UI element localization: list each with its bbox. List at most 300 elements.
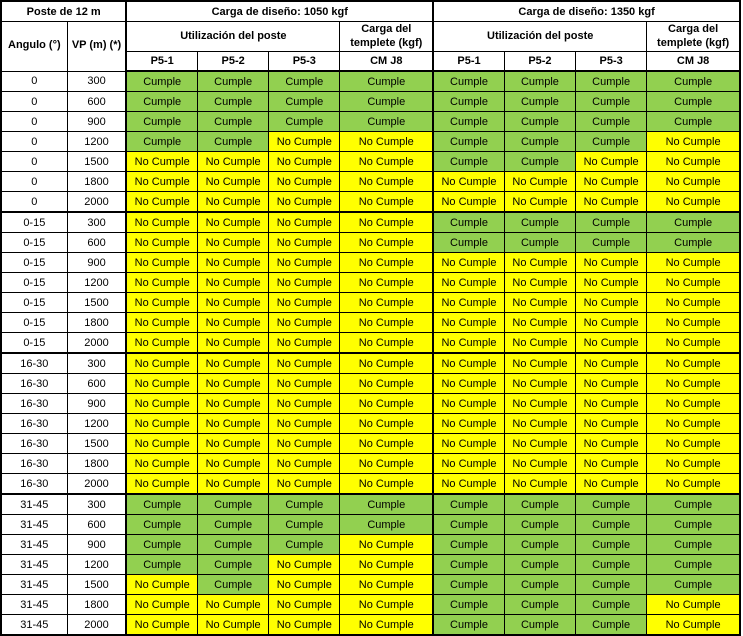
angle-cell: 16-30 bbox=[1, 434, 67, 454]
angle-cell: 31-45 bbox=[1, 494, 67, 515]
table-row bbox=[1, 414, 740, 434]
result-cell: Cumple bbox=[504, 615, 575, 636]
result-cell: No Cumple bbox=[433, 293, 504, 313]
result-cell: Cumple bbox=[576, 555, 647, 575]
angle-cell: 16-30 bbox=[1, 454, 67, 474]
vp-cell: 1800 bbox=[67, 172, 126, 192]
result-cell: Cumple bbox=[647, 535, 740, 555]
result-cell: Cumple bbox=[433, 132, 504, 152]
result-cell: No Cumple bbox=[198, 293, 269, 313]
result-cell: No Cumple bbox=[198, 333, 269, 354]
vp-cell: 900 bbox=[67, 535, 126, 555]
result-cell: No Cumple bbox=[504, 474, 575, 495]
angle-cell: 16-30 bbox=[1, 394, 67, 414]
table-row bbox=[1, 595, 740, 615]
header-p5-2-1050: P5-2 bbox=[198, 52, 269, 72]
result-cell: Cumple bbox=[504, 535, 575, 555]
result-cell: Cumple bbox=[647, 233, 740, 253]
result-cell: No Cumple bbox=[126, 474, 197, 495]
result-cell: No Cumple bbox=[647, 293, 740, 313]
result-cell: No Cumple bbox=[647, 172, 740, 192]
result-cell: Cumple bbox=[647, 71, 740, 92]
result-cell: Cumple bbox=[340, 92, 433, 112]
table-row bbox=[1, 434, 740, 454]
result-cell: No Cumple bbox=[504, 253, 575, 273]
result-cell: Cumple bbox=[433, 575, 504, 595]
result-cell: No Cumple bbox=[340, 555, 433, 575]
result-cell: No Cumple bbox=[340, 535, 433, 555]
result-cell: No Cumple bbox=[433, 454, 504, 474]
result-cell: No Cumple bbox=[504, 394, 575, 414]
result-cell: No Cumple bbox=[340, 293, 433, 313]
result-cell: Cumple bbox=[269, 494, 340, 515]
result-cell: No Cumple bbox=[126, 172, 197, 192]
result-cell: Cumple bbox=[576, 615, 647, 636]
result-cell: No Cumple bbox=[126, 313, 197, 333]
vp-cell: 300 bbox=[67, 71, 126, 92]
result-cell: Cumple bbox=[576, 71, 647, 92]
result-cell: Cumple bbox=[198, 494, 269, 515]
result-cell: No Cumple bbox=[198, 313, 269, 333]
result-cell: No Cumple bbox=[340, 353, 433, 374]
angle-cell: 0-15 bbox=[1, 233, 67, 253]
table-row bbox=[1, 233, 740, 253]
result-cell: No Cumple bbox=[576, 394, 647, 414]
result-cell: No Cumple bbox=[647, 414, 740, 434]
result-cell: Cumple bbox=[576, 212, 647, 233]
table-row bbox=[1, 71, 740, 92]
result-cell: Cumple bbox=[576, 112, 647, 132]
result-cell: Cumple bbox=[433, 112, 504, 132]
result-cell: No Cumple bbox=[340, 273, 433, 293]
result-cell: No Cumple bbox=[576, 273, 647, 293]
angle-cell: 31-45 bbox=[1, 595, 67, 615]
result-cell: Cumple bbox=[433, 71, 504, 92]
angle-cell: 0-15 bbox=[1, 253, 67, 273]
result-cell: No Cumple bbox=[269, 192, 340, 213]
angle-cell: 0-15 bbox=[1, 293, 67, 313]
result-cell: No Cumple bbox=[433, 253, 504, 273]
result-cell: No Cumple bbox=[433, 172, 504, 192]
result-cell: No Cumple bbox=[198, 233, 269, 253]
result-cell: No Cumple bbox=[269, 394, 340, 414]
header-p5-1-1050: P5-1 bbox=[126, 52, 197, 72]
result-cell: No Cumple bbox=[269, 374, 340, 394]
result-cell: Cumple bbox=[576, 233, 647, 253]
result-cell: No Cumple bbox=[269, 615, 340, 636]
result-cell: No Cumple bbox=[198, 212, 269, 233]
result-cell: No Cumple bbox=[126, 615, 197, 636]
result-cell: No Cumple bbox=[198, 273, 269, 293]
vp-cell: 1800 bbox=[67, 595, 126, 615]
vp-cell: 1200 bbox=[67, 132, 126, 152]
result-cell: Cumple bbox=[576, 535, 647, 555]
result-cell: No Cumple bbox=[433, 333, 504, 354]
result-cell: Cumple bbox=[647, 515, 740, 535]
result-cell: No Cumple bbox=[340, 333, 433, 354]
vp-cell: 900 bbox=[67, 253, 126, 273]
result-cell: No Cumple bbox=[126, 253, 197, 273]
result-cell: No Cumple bbox=[269, 474, 340, 495]
result-cell: No Cumple bbox=[340, 253, 433, 273]
angle-cell: 16-30 bbox=[1, 414, 67, 434]
result-cell: No Cumple bbox=[198, 434, 269, 454]
result-cell: No Cumple bbox=[340, 374, 433, 394]
result-cell: No Cumple bbox=[126, 434, 197, 454]
result-cell: No Cumple bbox=[269, 253, 340, 273]
angle-cell: 31-45 bbox=[1, 515, 67, 535]
vp-cell: 2000 bbox=[67, 615, 126, 636]
table-row bbox=[1, 474, 740, 495]
result-cell: Cumple bbox=[126, 71, 197, 92]
result-cell: Cumple bbox=[126, 535, 197, 555]
result-cell: Cumple bbox=[576, 515, 647, 535]
result-cell: No Cumple bbox=[269, 273, 340, 293]
vp-cell: 600 bbox=[67, 233, 126, 253]
result-cell: No Cumple bbox=[198, 253, 269, 273]
result-cell: No Cumple bbox=[576, 152, 647, 172]
result-cell: Cumple bbox=[433, 92, 504, 112]
result-cell: No Cumple bbox=[269, 293, 340, 313]
result-cell: No Cumple bbox=[126, 575, 197, 595]
result-cell: No Cumple bbox=[504, 353, 575, 374]
result-cell: No Cumple bbox=[269, 353, 340, 374]
result-cell: No Cumple bbox=[340, 132, 433, 152]
result-cell: No Cumple bbox=[647, 374, 740, 394]
result-cell: Cumple bbox=[504, 132, 575, 152]
vp-cell: 1200 bbox=[67, 555, 126, 575]
result-cell: No Cumple bbox=[126, 293, 197, 313]
result-cell: No Cumple bbox=[340, 414, 433, 434]
angle-cell: 16-30 bbox=[1, 353, 67, 374]
result-cell: Cumple bbox=[126, 555, 197, 575]
result-cell: No Cumple bbox=[433, 192, 504, 213]
result-cell: No Cumple bbox=[576, 434, 647, 454]
header-p5-1-1350: P5-1 bbox=[433, 52, 504, 72]
result-cell: No Cumple bbox=[647, 333, 740, 354]
result-cell: No Cumple bbox=[126, 414, 197, 434]
result-cell: No Cumple bbox=[340, 192, 433, 213]
table-row bbox=[1, 454, 740, 474]
result-cell: No Cumple bbox=[126, 353, 197, 374]
result-cell: No Cumple bbox=[647, 454, 740, 474]
result-cell: Cumple bbox=[269, 92, 340, 112]
result-cell: Cumple bbox=[126, 515, 197, 535]
table-row bbox=[1, 92, 740, 112]
vp-cell: 2000 bbox=[67, 474, 126, 495]
result-cell: Cumple bbox=[647, 575, 740, 595]
result-cell: No Cumple bbox=[647, 474, 740, 495]
result-cell: Cumple bbox=[504, 575, 575, 595]
table-row bbox=[1, 333, 740, 354]
result-cell: No Cumple bbox=[647, 253, 740, 273]
result-cell: No Cumple bbox=[504, 172, 575, 192]
result-cell: No Cumple bbox=[340, 313, 433, 333]
result-cell: Cumple bbox=[504, 71, 575, 92]
result-cell: No Cumple bbox=[340, 595, 433, 615]
result-cell: No Cumple bbox=[433, 353, 504, 374]
result-cell: No Cumple bbox=[504, 293, 575, 313]
angle-cell: 0-15 bbox=[1, 212, 67, 233]
result-cell: Cumple bbox=[198, 535, 269, 555]
result-cell: No Cumple bbox=[504, 434, 575, 454]
result-cell: No Cumple bbox=[126, 233, 197, 253]
result-cell: No Cumple bbox=[504, 192, 575, 213]
table-row bbox=[1, 313, 740, 333]
result-cell: Cumple bbox=[576, 575, 647, 595]
vp-cell: 900 bbox=[67, 394, 126, 414]
header-p5-3-1350: P5-3 bbox=[576, 52, 647, 72]
angle-cell: 31-45 bbox=[1, 575, 67, 595]
result-cell: No Cumple bbox=[198, 192, 269, 213]
table-row bbox=[1, 555, 740, 575]
result-cell: Cumple bbox=[269, 515, 340, 535]
result-cell: Cumple bbox=[647, 112, 740, 132]
result-cell: No Cumple bbox=[269, 313, 340, 333]
result-cell: No Cumple bbox=[269, 555, 340, 575]
result-cell: No Cumple bbox=[269, 233, 340, 253]
header-carga-1350: Carga de diseño: 1350 kgf bbox=[433, 1, 740, 22]
result-cell: No Cumple bbox=[340, 394, 433, 414]
result-cell: No Cumple bbox=[198, 474, 269, 495]
result-cell: Cumple bbox=[198, 92, 269, 112]
result-cell: Cumple bbox=[504, 112, 575, 132]
vp-cell: 1200 bbox=[67, 414, 126, 434]
vp-cell: 300 bbox=[67, 212, 126, 233]
angle-cell: 16-30 bbox=[1, 474, 67, 495]
vp-cell: 1500 bbox=[67, 575, 126, 595]
result-cell: No Cumple bbox=[576, 333, 647, 354]
result-cell: Cumple bbox=[433, 515, 504, 535]
table-row bbox=[1, 273, 740, 293]
table-row bbox=[1, 132, 740, 152]
header-vp: VP (m) (*) bbox=[67, 22, 126, 72]
result-cell: Cumple bbox=[576, 595, 647, 615]
result-cell: No Cumple bbox=[340, 615, 433, 636]
result-cell: Cumple bbox=[198, 112, 269, 132]
table-row bbox=[1, 212, 740, 233]
result-cell: No Cumple bbox=[126, 374, 197, 394]
result-cell: No Cumple bbox=[198, 152, 269, 172]
result-cell: No Cumple bbox=[198, 615, 269, 636]
result-cell: No Cumple bbox=[126, 152, 197, 172]
angle-cell: 0-15 bbox=[1, 313, 67, 333]
result-cell: Cumple bbox=[647, 212, 740, 233]
result-cell: No Cumple bbox=[269, 212, 340, 233]
table-row bbox=[1, 494, 740, 515]
angle-cell: 31-45 bbox=[1, 555, 67, 575]
vp-cell: 600 bbox=[67, 374, 126, 394]
result-cell: No Cumple bbox=[576, 192, 647, 213]
result-cell: Cumple bbox=[576, 132, 647, 152]
result-cell: No Cumple bbox=[269, 152, 340, 172]
result-cell: No Cumple bbox=[198, 414, 269, 434]
result-cell: No Cumple bbox=[269, 414, 340, 434]
result-cell: No Cumple bbox=[340, 454, 433, 474]
result-cell: No Cumple bbox=[433, 414, 504, 434]
angle-cell: 0 bbox=[1, 71, 67, 92]
result-cell: No Cumple bbox=[269, 434, 340, 454]
result-cell: No Cumple bbox=[198, 454, 269, 474]
result-cell: Cumple bbox=[504, 555, 575, 575]
result-cell: No Cumple bbox=[433, 434, 504, 454]
result-cell: Cumple bbox=[198, 555, 269, 575]
result-cell: Cumple bbox=[576, 92, 647, 112]
result-cell: Cumple bbox=[647, 555, 740, 575]
result-cell: Cumple bbox=[433, 595, 504, 615]
result-cell: Cumple bbox=[126, 92, 197, 112]
result-cell: No Cumple bbox=[340, 575, 433, 595]
result-cell: No Cumple bbox=[433, 273, 504, 293]
result-cell: Cumple bbox=[269, 535, 340, 555]
result-cell: Cumple bbox=[433, 212, 504, 233]
result-cell: Cumple bbox=[269, 112, 340, 132]
result-cell: Cumple bbox=[198, 71, 269, 92]
vp-cell: 1800 bbox=[67, 313, 126, 333]
table-row bbox=[1, 374, 740, 394]
result-cell: Cumple bbox=[433, 615, 504, 636]
table-row bbox=[1, 192, 740, 213]
result-cell: No Cumple bbox=[126, 454, 197, 474]
result-cell: No Cumple bbox=[647, 313, 740, 333]
result-cell: No Cumple bbox=[198, 595, 269, 615]
table-row bbox=[1, 515, 740, 535]
table-row bbox=[1, 112, 740, 132]
result-cell: Cumple bbox=[647, 494, 740, 515]
result-cell: Cumple bbox=[504, 595, 575, 615]
result-cell: No Cumple bbox=[504, 313, 575, 333]
angle-cell: 16-30 bbox=[1, 374, 67, 394]
result-cell: No Cumple bbox=[504, 374, 575, 394]
result-cell: No Cumple bbox=[647, 353, 740, 374]
result-cell: Cumple bbox=[504, 494, 575, 515]
result-cell: No Cumple bbox=[576, 374, 647, 394]
result-cell: No Cumple bbox=[269, 595, 340, 615]
result-cell: No Cumple bbox=[504, 414, 575, 434]
result-cell: No Cumple bbox=[269, 454, 340, 474]
result-cell: No Cumple bbox=[504, 333, 575, 354]
result-cell: No Cumple bbox=[340, 474, 433, 495]
result-cell: No Cumple bbox=[340, 212, 433, 233]
result-cell: Cumple bbox=[647, 92, 740, 112]
header-utilizacion-1050: Utilización del poste bbox=[126, 22, 340, 52]
angle-cell: 0 bbox=[1, 192, 67, 213]
result-cell: No Cumple bbox=[198, 353, 269, 374]
vp-cell: 600 bbox=[67, 92, 126, 112]
angle-cell: 0 bbox=[1, 152, 67, 172]
angle-cell: 0 bbox=[1, 132, 67, 152]
vp-cell: 1200 bbox=[67, 273, 126, 293]
result-cell: No Cumple bbox=[647, 192, 740, 213]
header-p5-3-1050: P5-3 bbox=[269, 52, 340, 72]
result-cell: No Cumple bbox=[576, 253, 647, 273]
result-cell: No Cumple bbox=[647, 394, 740, 414]
vp-cell: 1500 bbox=[67, 434, 126, 454]
vp-cell: 900 bbox=[67, 112, 126, 132]
result-cell: Cumple bbox=[504, 233, 575, 253]
header-templete-1350: Carga del templete (kgf) bbox=[647, 22, 740, 52]
result-cell: No Cumple bbox=[576, 293, 647, 313]
vp-cell: 2000 bbox=[67, 192, 126, 213]
vp-cell: 1800 bbox=[67, 454, 126, 474]
result-cell: No Cumple bbox=[126, 212, 197, 233]
result-cell: Cumple bbox=[340, 494, 433, 515]
header-cm-j8-1050: CM J8 bbox=[340, 52, 433, 72]
header-utilizacion-1350: Utilización del poste bbox=[433, 22, 647, 52]
angle-cell: 31-45 bbox=[1, 535, 67, 555]
header-p5-2-1350: P5-2 bbox=[504, 52, 575, 72]
result-cell: Cumple bbox=[433, 494, 504, 515]
angle-cell: 0-15 bbox=[1, 273, 67, 293]
result-cell: No Cumple bbox=[504, 454, 575, 474]
result-cell: Cumple bbox=[504, 92, 575, 112]
vp-cell: 600 bbox=[67, 515, 126, 535]
result-cell: Cumple bbox=[198, 132, 269, 152]
result-cell: No Cumple bbox=[198, 394, 269, 414]
result-cell: No Cumple bbox=[504, 273, 575, 293]
result-cell: Cumple bbox=[504, 212, 575, 233]
result-cell: No Cumple bbox=[126, 394, 197, 414]
angle-cell: 31-45 bbox=[1, 615, 67, 636]
vp-cell: 1500 bbox=[67, 293, 126, 313]
result-cell: No Cumple bbox=[576, 353, 647, 374]
table-row bbox=[1, 172, 740, 192]
result-cell: No Cumple bbox=[647, 273, 740, 293]
result-cell: No Cumple bbox=[433, 374, 504, 394]
table-row bbox=[1, 152, 740, 172]
vp-cell: 2000 bbox=[67, 333, 126, 354]
result-cell: Cumple bbox=[340, 515, 433, 535]
result-cell: No Cumple bbox=[340, 233, 433, 253]
result-cell: No Cumple bbox=[126, 192, 197, 213]
table-row bbox=[1, 535, 740, 555]
result-cell: Cumple bbox=[126, 132, 197, 152]
header-cm-j8-1350: CM J8 bbox=[647, 52, 740, 72]
result-cell: No Cumple bbox=[647, 152, 740, 172]
result-cell: No Cumple bbox=[433, 394, 504, 414]
result-cell: No Cumple bbox=[647, 434, 740, 454]
result-cell: No Cumple bbox=[340, 152, 433, 172]
result-cell: No Cumple bbox=[576, 172, 647, 192]
result-cell: No Cumple bbox=[576, 313, 647, 333]
angle-cell: 0 bbox=[1, 92, 67, 112]
angle-cell: 0 bbox=[1, 112, 67, 132]
result-cell: No Cumple bbox=[340, 172, 433, 192]
table-row bbox=[1, 293, 740, 313]
result-cell: No Cumple bbox=[647, 595, 740, 615]
result-cell: Cumple bbox=[198, 515, 269, 535]
result-cell: No Cumple bbox=[433, 313, 504, 333]
result-cell: No Cumple bbox=[198, 172, 269, 192]
result-cell: No Cumple bbox=[126, 595, 197, 615]
table-row bbox=[1, 253, 740, 273]
result-cell: No Cumple bbox=[269, 333, 340, 354]
vp-cell: 300 bbox=[67, 353, 126, 374]
vp-cell: 1500 bbox=[67, 152, 126, 172]
table-row bbox=[1, 575, 740, 595]
result-cell: Cumple bbox=[576, 494, 647, 515]
result-cell: Cumple bbox=[433, 152, 504, 172]
result-cell: No Cumple bbox=[269, 172, 340, 192]
result-cell: Cumple bbox=[340, 71, 433, 92]
result-cell: Cumple bbox=[433, 233, 504, 253]
result-cell: No Cumple bbox=[576, 474, 647, 495]
result-cell: No Cumple bbox=[576, 454, 647, 474]
result-cell: No Cumple bbox=[647, 615, 740, 636]
result-cell: No Cumple bbox=[576, 414, 647, 434]
result-cell: No Cumple bbox=[126, 273, 197, 293]
header-templete-1050: Carga del templete (kgf) bbox=[340, 22, 433, 52]
